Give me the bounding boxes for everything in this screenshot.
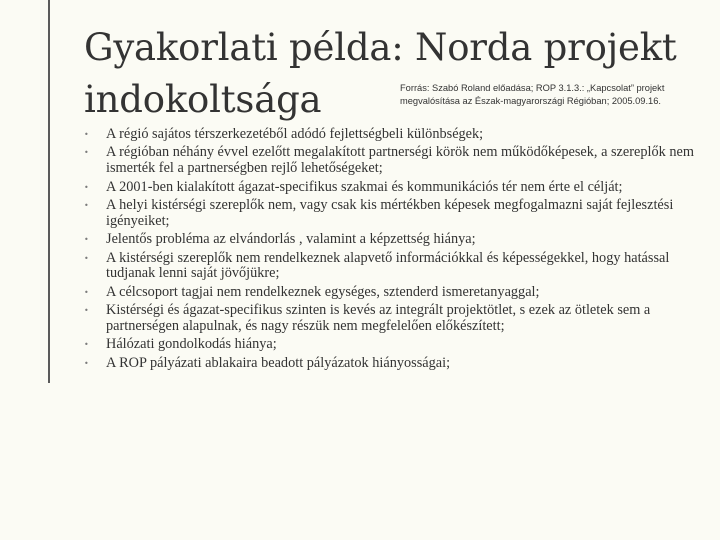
slide-title-line-1: Gyakorlati példa: Norda projekt [84, 26, 677, 69]
bullet-text: Kistérségi és ágazat-specifikus szinten is kevés az integrált projektötlet, s ezek az ötletek sem a partnerségen alapulnak, és nagy részük nem megfelelően előkészített; [106, 302, 651, 334]
bullet-text: A 2001-ben kialakított ágazat-specifikus szakmai és kommunikációs tér nem érte el célját; [106, 178, 623, 195]
bullet-text: A ROP pályázati ablakaira beadott pályázatok hiányosságai; [106, 354, 451, 371]
bullet-item [84, 232, 704, 248]
bullet-icon: • [84, 182, 89, 192]
bullet-icon: • [84, 148, 89, 158]
bullet-item [84, 180, 704, 196]
slide-title [84, 22, 677, 126]
bullet-item [84, 145, 704, 177]
bullet-item [84, 251, 704, 283]
bullet-icon: • [84, 235, 89, 245]
source-note: Forrás: Szabó Roland előadása; ROP 3.1.3.: „Kapcsolat” projekt megvalósítása az Észak-magyarországi Régióban; 2005.09.16. [400, 83, 665, 106]
bullet-icon: • [84, 253, 89, 263]
bullet-icon: • [84, 306, 89, 316]
bullet-item [84, 198, 704, 230]
bullet-item [84, 285, 704, 301]
bullet-icon: • [84, 358, 89, 368]
left-accent-bar [48, 0, 50, 383]
bullet-text: A régióban néhány évvel ezelőtt megalakított partnerségi körök nem működőképesek, a szereplők nem ismerték fel a partnerségben rejlő lehetőségeket; [106, 144, 694, 177]
bullet-text: A kistérségi szereplők nem rendelkeznek alapvető információkkal és képességekkel, hogy hatással tudjanak lenni saját jövőjükre; [106, 249, 670, 282]
slide-title-line-2: indokoltsága [84, 78, 322, 121]
bullet-text: A helyi kistérségi szereplők nem, vagy csak kis mértékben képesek megfogalmazni saját fejlesztési igényeiket; [106, 196, 674, 229]
bullet-item [84, 356, 704, 372]
bullet-icon: • [84, 200, 89, 210]
bullet-icon: • [84, 287, 89, 297]
bullet-text: Jelentős probléma az elvándorlás , valamint a képzettség hiánya; [106, 231, 476, 248]
bullet-icon: • [84, 340, 89, 350]
bullet-text: A célcsoport tagjai nem rendelkeznek egységes, sztenderd ismeretanyaggal; [106, 283, 540, 300]
bullet-icon: • [84, 130, 89, 139]
bullet-item [84, 337, 704, 353]
bullet-list [84, 127, 704, 374]
bullet-text: Hálózati gondolkodás hiánya; [106, 336, 277, 353]
bullet-item [84, 303, 704, 335]
bullet-text: A régió sajátos térszerkezetéből adódó fejlettségbeli különbségek; [106, 126, 484, 142]
bullet-item [84, 127, 704, 143]
